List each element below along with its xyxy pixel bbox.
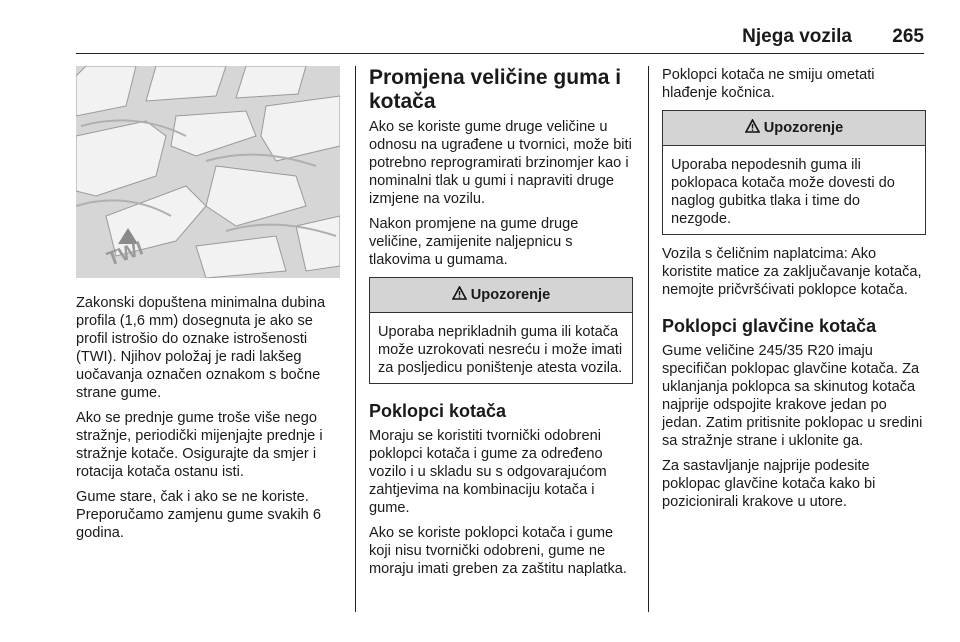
paragraph: Moraju se koristiti tvornički odobreni poklopci kotača i gume za određeno vozilo i u skladu su s odgovarajućom zahtjevima na kombinaciju kotača i gume. [369, 428, 607, 516]
paragraph: Nakon promjene na gume druge veličine, zamijenite naljepnicu s tlakovima u gumama. [369, 216, 579, 268]
section-heading: Poklopci kotača [369, 401, 507, 421]
warning-title: Upozorenje [470, 287, 551, 303]
warning-header [370, 278, 632, 313]
column-divider [648, 66, 649, 612]
warning-text: Uporaba neprikladnih guma ili kotača može uzrokovati nesreću i može imati za posljedicu poništenje atesta vozila. [378, 324, 623, 376]
section-heading: Promjena veličine guma i kotača [369, 66, 622, 113]
warning-triangle-icon [452, 286, 467, 304]
page-title: Njega vozila [742, 26, 852, 47]
warning-header [663, 111, 925, 146]
warning-triangle-icon [745, 119, 760, 137]
column-1 [76, 66, 340, 549]
warning-box [369, 277, 633, 384]
warning-body [370, 313, 632, 383]
paragraph: Ako se koriste gume druge veličine u odnosu na ugrađene u tvornici, može biti potrebno reprogramirati brzinomjer kao i nominalni tlak u gumi i napraviti druge izmjene na vozilu. [369, 119, 632, 207]
column-3 [662, 66, 926, 518]
tyre-tread-drawing [76, 66, 340, 278]
paragraph: Gume veličine 245/35 R20 imaju specifičan poklopac glavčine kotača. Za uklanjanja poklopca sa skinutog kotača najprije odspojite krakove jedan po jedan. Zatim pritisnite poklopac u sredini sa stražnje strane i uklonite ga. [662, 343, 923, 449]
paragraph: Zakonski dopuštena minimalna dubina profila (1,6 mm) dosegnuta je ako se profil istrošio do oznake istrošenosti (TWI). Njihov položaj je radi lakšeg uočavanja označen oznakom s bočne strane gume. [76, 295, 326, 401]
warning-text: Uporaba nepodesnih guma ili poklopaca kotača može dovesti do naglog gubitka tlaka i time do nezgode. [671, 157, 895, 227]
page-number: 265 [892, 26, 924, 47]
header-rule [76, 53, 924, 54]
paragraph: Za sastavljanje najprije podesite poklopac glavčine kotača kako bi pozicionirali krakove u utore. [662, 458, 876, 510]
paragraph: Gume stare, čak i ako se ne koriste. Preporučamo zamjenu gume svakih 6 godina. [76, 489, 321, 541]
warning-title: Upozorenje [763, 120, 844, 136]
paragraph: Ako se koriste poklopci kotača i gume koji nisu tvornički odobreni, gume ne moraju imati greben za zaštitu naplatka. [369, 525, 627, 577]
tyre-tread-illustration [76, 66, 340, 278]
column-2 [369, 66, 633, 585]
paragraph: Poklopci kotača ne smiju ometati hlađenje kočnica. [662, 67, 875, 101]
page-header [0, 0, 960, 56]
paragraph: Vozila s čeličnim naplatcima: Ako koristite matice za zaključavanje kotača, nemojte pričvršćivati poklopce kotača. [662, 246, 922, 298]
paragraph: Ako se prednje gume troše više nego stražnje, periodički mijenjajte prednje i stražnje kotače. Osigurajte da smjer i rotacija kotača ostanu isti. [76, 410, 323, 480]
section-heading: Poklopci glavčine kotača [662, 316, 877, 336]
column-divider [355, 66, 356, 612]
warning-box [662, 110, 926, 235]
warning-body [663, 146, 925, 234]
twi-label: TWI [104, 237, 147, 271]
